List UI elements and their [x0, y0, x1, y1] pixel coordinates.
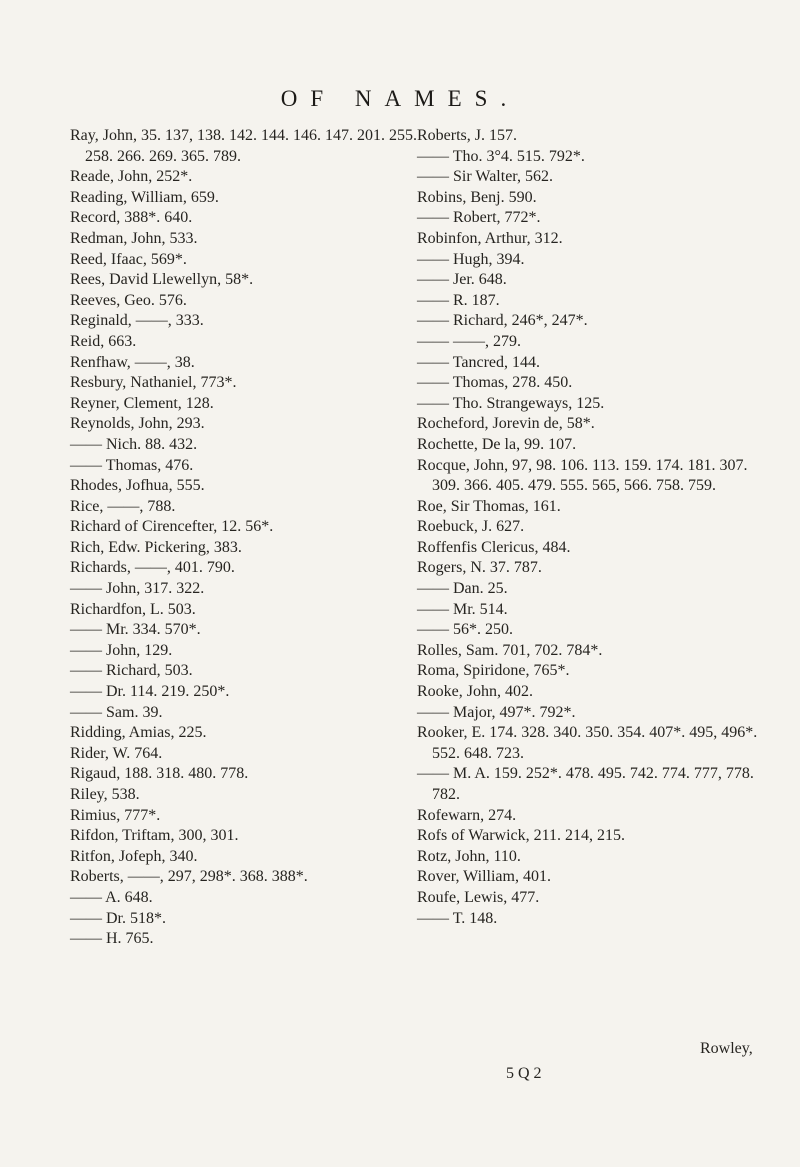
- index-entry: Rooke, John, 402.: [417, 683, 533, 701]
- index-entry: Rover, William, 401.: [417, 868, 551, 886]
- index-column-right: [417, 126, 779, 929]
- index-entry: Reade, John, 252*.: [70, 168, 193, 186]
- index-entry: —— Sir Walter, 562.: [417, 168, 553, 186]
- index-entry: Rimius, 777*.: [70, 806, 161, 824]
- index-entry: —— R. 187.: [417, 291, 500, 309]
- index-entry: Rice, ——, 788.: [70, 497, 176, 515]
- index-entry: Ritfon, Jofeph, 340.: [70, 847, 198, 865]
- page-title: OF NAMES.: [280, 86, 520, 111]
- index-entry: Rocque, John, 97, 98. 106. 113. 159. 174. 181. 307. 309. 366. 405. 479. 555. 565, 566. 758. 759.: [417, 456, 748, 495]
- signature-mark: 5 Q 2: [506, 1065, 542, 1082]
- index-entry: Roebuck, J. 627.: [417, 518, 525, 536]
- index-entry: Rolles, Sam. 701, 702. 784*.: [417, 641, 603, 659]
- index-entry: Rogers, N. 37. 787.: [417, 559, 542, 577]
- index-entry: —— 56*. 250.: [417, 621, 513, 639]
- index-entry: Reading, William, 659.: [70, 188, 219, 206]
- index-entry: —— Tho. Strangeways, 125.: [417, 394, 605, 412]
- index-entry: —— Thomas, 476.: [70, 456, 194, 474]
- index-entry: —— M. A. 159. 252*. 478. 495. 742. 774. 777, 778. 782.: [417, 765, 754, 803]
- index-entry: —— Hugh, 394.: [417, 250, 525, 268]
- index-entry: —— Richard, 503.: [70, 662, 193, 680]
- index-entry: Rofs of Warwick, 211. 214, 215.: [417, 827, 626, 845]
- index-entry: Reeves, Geo. 576.: [70, 291, 187, 309]
- index-entry: —— H. 765.: [70, 930, 154, 948]
- index-entry: Reed, Ifaac, 569*.: [70, 250, 187, 268]
- index-entry: Roberts, ——, 297, 298*. 368. 388*.: [70, 868, 308, 886]
- index-entry: —— A. 648.: [70, 888, 153, 906]
- index-entry: —— Dr. 518*.: [70, 909, 166, 927]
- index-entry: Reid, 663.: [70, 332, 137, 350]
- index-entry: Ray, John, 35. 137, 138. 142. 144. 146. 147. 201. 255. 258. 266. 269. 365. 789.: [70, 127, 417, 165]
- index-entry: —— T. 148.: [417, 909, 498, 927]
- index-entry: Renfhaw, ——, 38.: [70, 353, 195, 371]
- index-entry: Rees, David Llewellyn, 58*.: [70, 271, 254, 289]
- index-entry: —— John, 317. 322.: [70, 580, 205, 598]
- index-entry: Rotz, John, 110.: [417, 847, 521, 865]
- index-entry: —— Thomas, 278. 450.: [417, 374, 573, 392]
- index-entry: Rider, W. 764.: [70, 744, 163, 762]
- index-entry: —— Richard, 246*, 247*.: [417, 312, 588, 330]
- index-entry: —— Jer. 648.: [417, 271, 507, 289]
- index-entry: Reynolds, John, 293.: [70, 415, 205, 433]
- index-entry: Resbury, Nathaniel, 773*.: [70, 374, 237, 392]
- index-entry: Roe, Sir Thomas, 161.: [417, 497, 561, 515]
- index-entry: Richards, ——, 401. 790.: [70, 559, 235, 577]
- index-entry: —— Mr. 334. 570*.: [70, 621, 201, 639]
- index-entry: Rochette, De la, 99. 107.: [417, 435, 577, 453]
- index-entry: Rhodes, Jofhua, 555.: [70, 477, 205, 495]
- index-entry: Ridding, Amias, 225.: [70, 724, 207, 742]
- index-entry: —— Robert, 772*.: [417, 209, 541, 227]
- index-entry: Rocheford, Jorevin de, 58*.: [417, 415, 595, 433]
- index-entry: —— Nich. 88. 432.: [70, 435, 198, 453]
- index-entry: Rofewarn, 274.: [417, 806, 517, 824]
- index-entry: Roma, Spiridone, 765*.: [417, 662, 570, 680]
- index-entry: Rooker, E. 174. 328. 340. 350. 354. 407*. 495, 496*. 552. 648. 723.: [417, 724, 758, 762]
- index-entry: —— Dr. 114. 219. 250*.: [70, 683, 230, 701]
- index-entry: Roberts, J. 157.: [417, 127, 517, 144]
- index-entry: Rich, Edw. Pickering, 383.: [70, 538, 242, 556]
- index-entry: —— Dan. 25.: [417, 580, 508, 598]
- index-entry: Reginald, ——, 333.: [70, 312, 204, 330]
- index-entry: Rigaud, 188. 318. 480. 778.: [70, 765, 249, 783]
- index-entry: Rifdon, Triftam, 300, 301.: [70, 827, 239, 845]
- index-entry: Record, 388*. 640.: [70, 209, 193, 227]
- index-entry: Roffenfis Clericus, 484.: [417, 538, 571, 556]
- index-entry: Robinfon, Arthur, 312.: [417, 229, 563, 247]
- index-entry: —— John, 129.: [70, 641, 173, 659]
- index-column-left: [70, 126, 425, 950]
- index-entry: —— Tho. 3°4. 515. 792*.: [417, 147, 585, 165]
- index-entry: Richard of Cirencefter, 12. 56*.: [70, 518, 274, 536]
- index-entry: Richardfon, L. 503.: [70, 600, 196, 618]
- index-entry: —— Mr. 514.: [417, 600, 508, 618]
- index-entry: —— Major, 497*. 792*.: [417, 703, 576, 721]
- index-entry: —— Tancred, 144.: [417, 353, 540, 371]
- catchword: Rowley,: [700, 1040, 753, 1057]
- index-entry: Robins, Benj. 590.: [417, 188, 537, 206]
- index-entry: —— Sam. 39.: [70, 703, 163, 721]
- index-entry: Roufe, Lewis, 477.: [417, 888, 540, 906]
- index-entry: Riley, 538.: [70, 786, 140, 803]
- index-entry: Redman, John, 533.: [70, 229, 198, 247]
- index-entry: —— ——, 279.: [417, 332, 521, 350]
- index-entry: Reyner, Clement, 128.: [70, 394, 214, 412]
